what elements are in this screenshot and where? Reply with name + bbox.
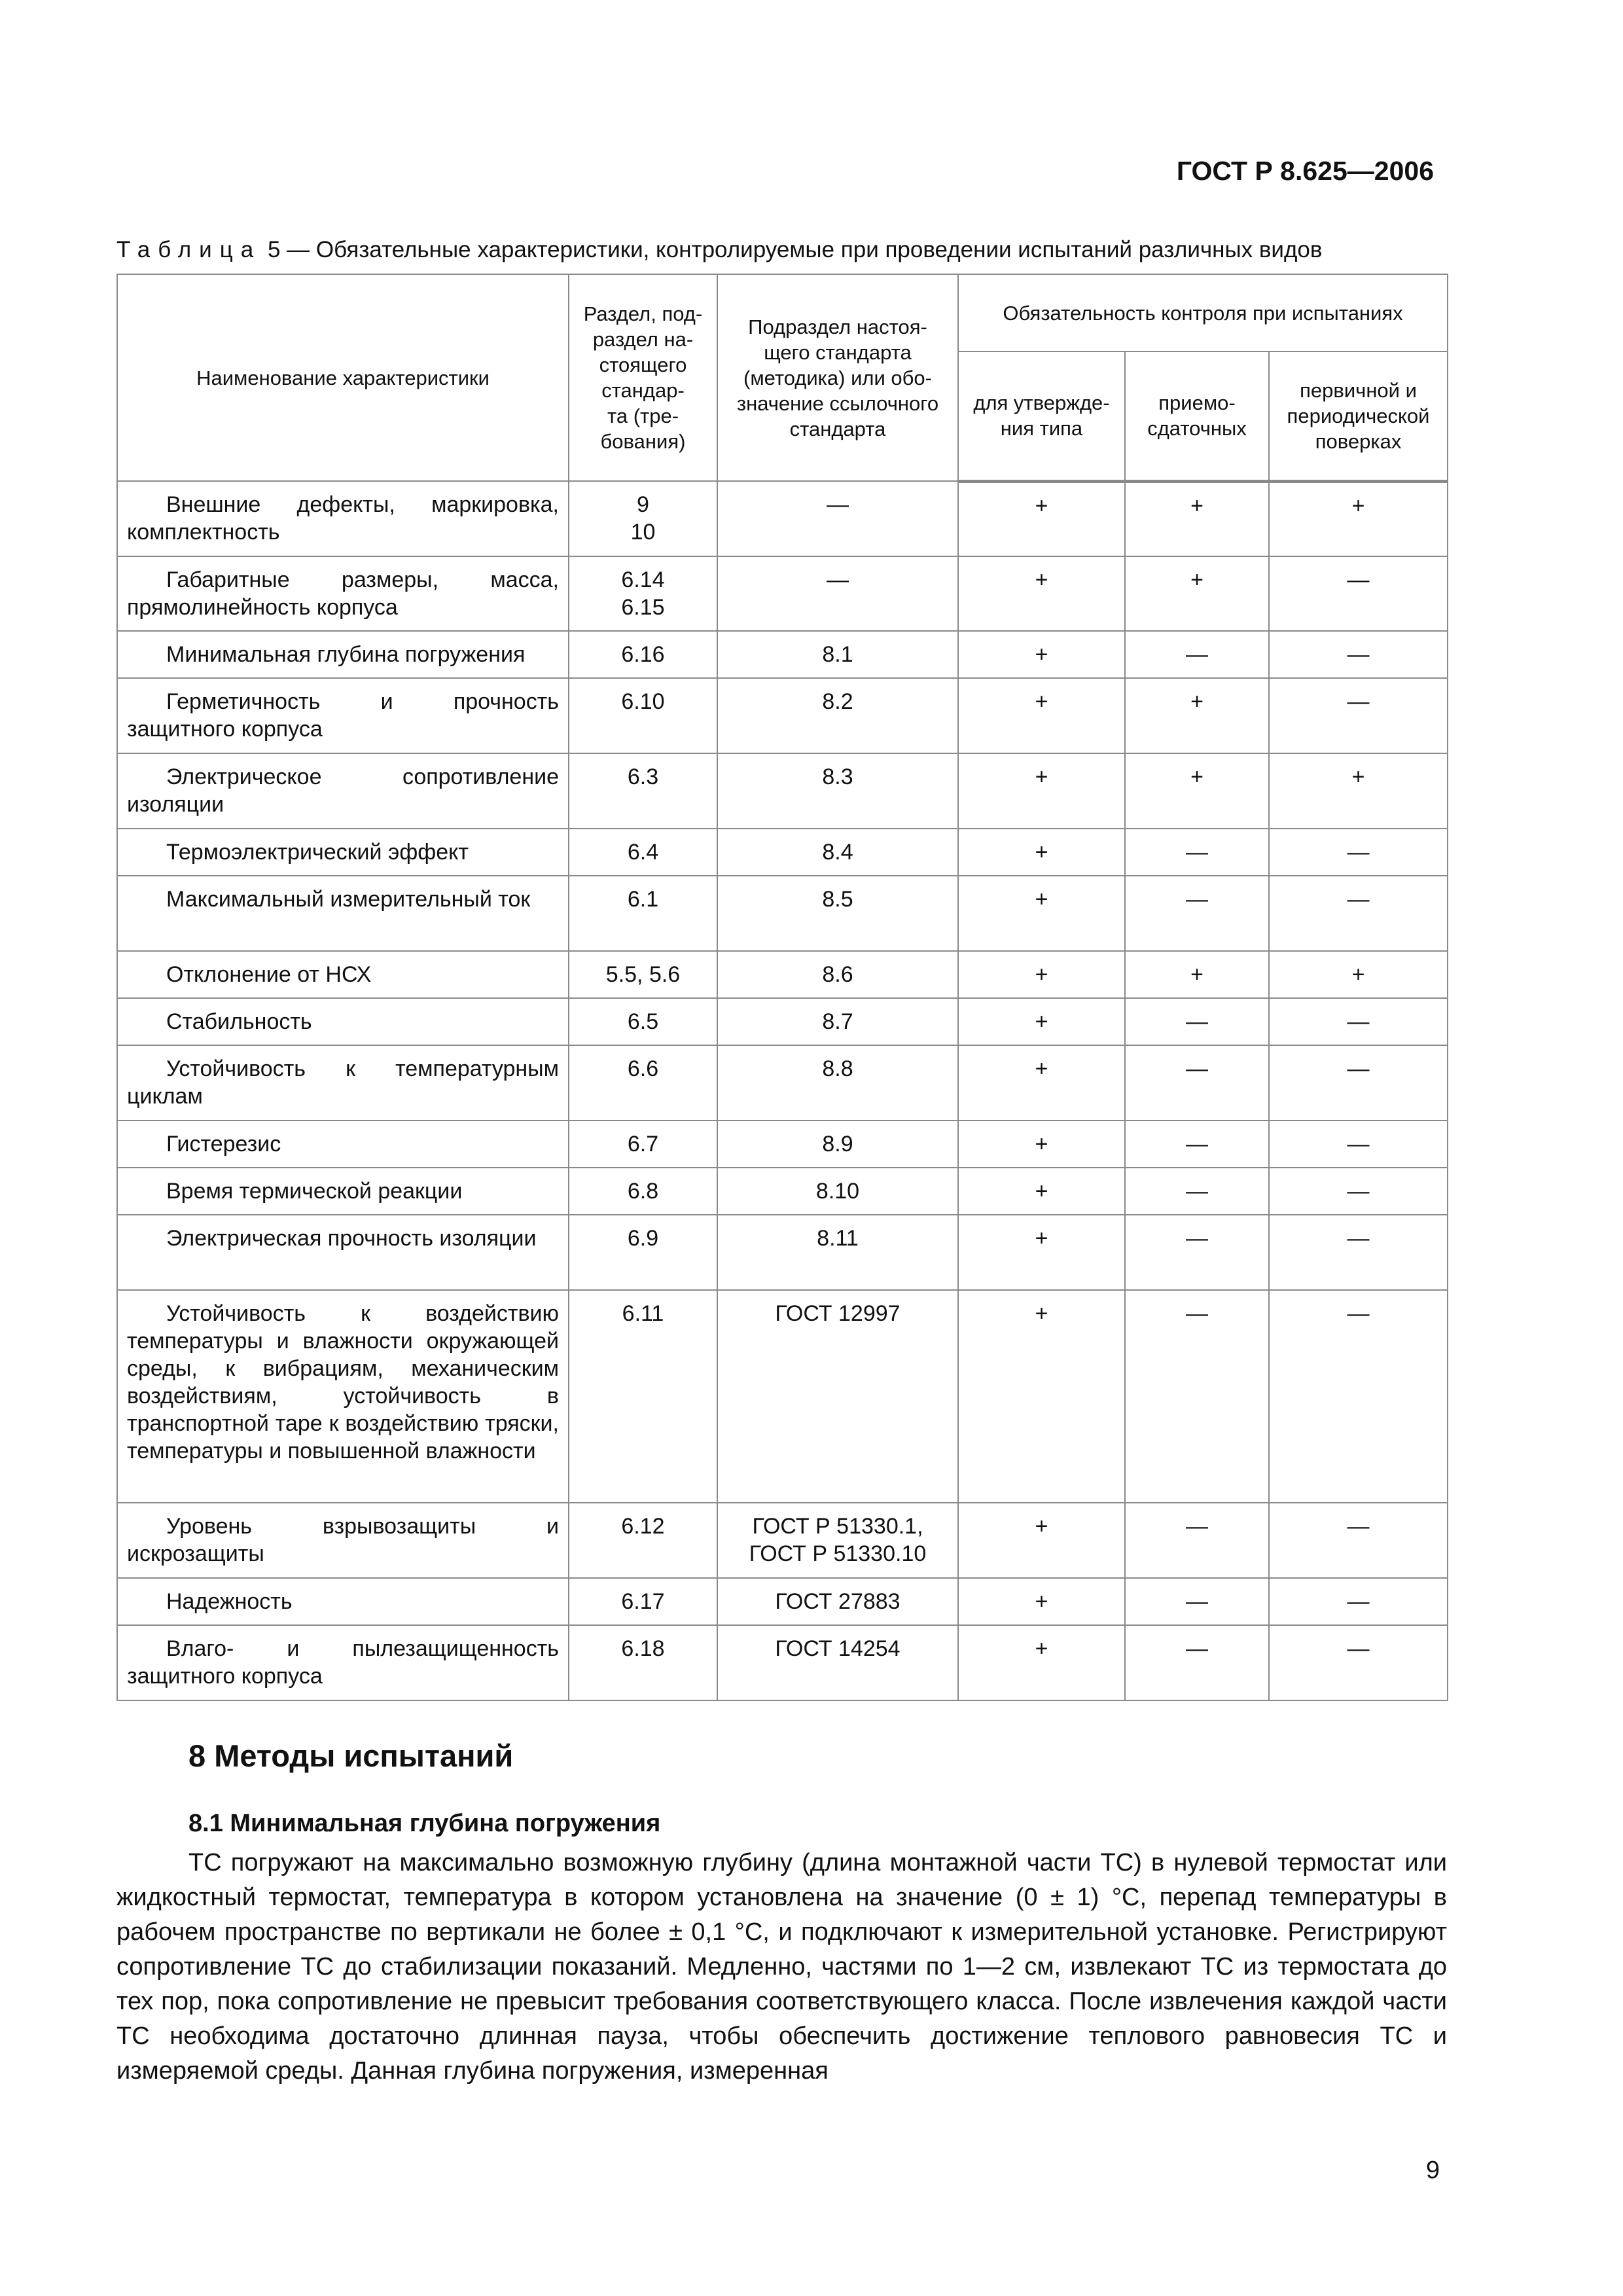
- cell-method: 8.7: [717, 998, 958, 1045]
- table-row: [117, 1045, 1448, 1121]
- cell-section: 6.8: [569, 1168, 717, 1215]
- table-row: [117, 556, 1448, 631]
- cell-method: 8.1: [717, 631, 958, 678]
- cell-type-approval: +: [958, 1168, 1125, 1215]
- header-section: Раздел, под- раздел на- стоящего стандар- та (тре- бования): [569, 274, 717, 481]
- table-row: [117, 1121, 1448, 1168]
- header-subsection-method: Подраздел настоя- щего стандарта (методика) или обо- значение ссылочного стандарта: [717, 274, 958, 481]
- cell-acceptance: +: [1125, 951, 1269, 998]
- cell-type-approval: +: [958, 998, 1125, 1045]
- table-row: [117, 1503, 1448, 1578]
- cell-type-approval: +: [958, 753, 1125, 829]
- cell-characteristic: Стабильность: [117, 998, 569, 1045]
- table-row: [117, 1168, 1448, 1215]
- cell-characteristic: Термоэлектрический эффект: [117, 829, 569, 876]
- cell-type-approval: +: [958, 1121, 1125, 1168]
- cell-type-approval: +: [958, 631, 1125, 678]
- cell-characteristic: Максимальный измерительный ток: [117, 876, 569, 951]
- cell-periodic: —: [1269, 1625, 1448, 1700]
- cell-section: 9 10: [569, 481, 717, 556]
- cell-characteristic: Устойчивость к температурным циклам: [117, 1045, 569, 1121]
- cell-method: 8.10: [717, 1168, 958, 1215]
- cell-type-approval: +: [958, 1215, 1125, 1290]
- cell-periodic: —: [1269, 1121, 1448, 1168]
- cell-method: 8.8: [717, 1045, 958, 1121]
- table-row: [117, 1625, 1448, 1700]
- table-caption: [116, 237, 1438, 263]
- cell-acceptance: —: [1125, 1625, 1269, 1700]
- table-row: [117, 1215, 1448, 1290]
- cell-characteristic: Электрическая прочность изоляции: [117, 1215, 569, 1290]
- cell-characteristic: Внешние дефекты, маркировка, комплектность: [117, 481, 569, 556]
- cell-acceptance: —: [1125, 1121, 1269, 1168]
- cell-periodic: —: [1269, 1578, 1448, 1625]
- cell-periodic: —: [1269, 1045, 1448, 1121]
- cell-acceptance: +: [1125, 678, 1269, 753]
- cell-type-approval: +: [958, 1290, 1125, 1503]
- cell-type-approval: +: [958, 1045, 1125, 1121]
- cell-characteristic: Гистерезис: [117, 1121, 569, 1168]
- cell-section: 6.14 6.15: [569, 556, 717, 631]
- cell-periodic: +: [1269, 753, 1448, 829]
- cell-acceptance: —: [1125, 631, 1269, 678]
- table-caption-text: 5 — Обязательные характеристики, контролируемые при проведении испытаний различных видов: [261, 237, 1323, 262]
- cell-method: ГОСТ 14254: [717, 1625, 958, 1700]
- cell-method: ГОСТ 27883: [717, 1578, 958, 1625]
- cell-periodic: —: [1269, 631, 1448, 678]
- table-row: [117, 951, 1448, 998]
- cell-method: 8.2: [717, 678, 958, 753]
- cell-method: 8.4: [717, 829, 958, 876]
- table-row: [117, 876, 1448, 951]
- cell-type-approval: +: [958, 1625, 1125, 1700]
- table-row: [117, 998, 1448, 1045]
- cell-type-approval: +: [958, 876, 1125, 951]
- cell-type-approval: +: [958, 829, 1125, 876]
- table-row: [117, 753, 1448, 829]
- cell-type-approval: +: [958, 1578, 1125, 1625]
- cell-section: 6.6: [569, 1045, 717, 1121]
- cell-section: 6.1: [569, 876, 717, 951]
- cell-periodic: —: [1269, 678, 1448, 753]
- header-acceptance: приемо- сдаточных: [1125, 351, 1269, 481]
- cell-characteristic: Надежность: [117, 1578, 569, 1625]
- requirements-table: [116, 274, 1448, 1701]
- cell-method: ГОСТ 12997: [717, 1290, 958, 1503]
- body-paragraph: ТС погружают на максимально возможную глубину (длина монтажной части ТС) в нулевой термостат или жидкостный термостат, температура в котором установлена на значение (0 ± 1) °С, перепад температуры в рабочем пространстве по вертикали не более ± 0,1 °С, и подключают к измерительной установке. Регистрируют сопротивление ТС до стабилизации показаний. Медленно, частями по 1—2 см, извлекают ТС из термостата до тех пор, пока сопротивление не превысит требования соответствующего класса. После извлечения каждой части ТС необходима достаточно длинная пауза, чтобы обеспечить достижение теплового равновесия ТС и измеряемой среды. Данная глубина погружения, измеренная: [116, 1849, 1447, 2085]
- document-number: ГОСТ Р 8.625—2006: [1176, 156, 1434, 186]
- section-heading: 8 Методы испытаний: [188, 1738, 514, 1773]
- header-control-group: Обязательность контроля при испытаниях: [958, 274, 1448, 351]
- cell-periodic: —: [1269, 1503, 1448, 1578]
- cell-type-approval: +: [958, 556, 1125, 631]
- cell-section: 6.12: [569, 1503, 717, 1578]
- cell-section: 6.3: [569, 753, 717, 829]
- cell-method: ГОСТ Р 51330.1, ГОСТ Р 51330.10: [717, 1503, 958, 1578]
- cell-method: 8.9: [717, 1121, 958, 1168]
- cell-method: 8.5: [717, 876, 958, 951]
- cell-acceptance: —: [1125, 1503, 1269, 1578]
- cell-section: 6.7: [569, 1121, 717, 1168]
- cell-acceptance: —: [1125, 829, 1269, 876]
- cell-type-approval: +: [958, 481, 1125, 556]
- cell-periodic: +: [1269, 951, 1448, 998]
- table-row: [117, 481, 1448, 556]
- table-row: [117, 678, 1448, 753]
- table-caption-label: Таблица: [116, 237, 262, 262]
- cell-characteristic: Минимальная глубина погружения: [117, 631, 569, 678]
- cell-periodic: —: [1269, 1290, 1448, 1503]
- cell-section: 6.11: [569, 1290, 717, 1503]
- cell-acceptance: —: [1125, 1215, 1269, 1290]
- cell-type-approval: +: [958, 678, 1125, 753]
- cell-characteristic: Влаго- и пылезащищенность защитного корпуса: [117, 1625, 569, 1700]
- table-row: [117, 631, 1448, 678]
- cell-method: 8.3: [717, 753, 958, 829]
- cell-section: 5.5, 5.6: [569, 951, 717, 998]
- cell-acceptance: +: [1125, 753, 1269, 829]
- cell-characteristic: Устойчивость к воздействию температуры и влажности окружающей среды, к вибрациям, механическим воздействиям, устойчивость в транспортной таре к воздействию тряски, температуры и повышенной влажности: [117, 1290, 569, 1503]
- cell-section: 6.18: [569, 1625, 717, 1700]
- cell-section: 6.9: [569, 1215, 717, 1290]
- cell-type-approval: +: [958, 951, 1125, 998]
- cell-section: 6.16: [569, 631, 717, 678]
- cell-acceptance: +: [1125, 556, 1269, 631]
- cell-method: 8.6: [717, 951, 958, 998]
- cell-characteristic: Габаритные размеры, масса, прямолинейность корпуса: [117, 556, 569, 631]
- cell-periodic: —: [1269, 998, 1448, 1045]
- cell-section: 6.17: [569, 1578, 717, 1625]
- page-number: 9: [1425, 2157, 1440, 2184]
- cell-characteristic: Отклонение от НСХ: [117, 951, 569, 998]
- cell-periodic: —: [1269, 1168, 1448, 1215]
- cell-acceptance: +: [1125, 481, 1269, 556]
- cell-periodic: —: [1269, 876, 1448, 951]
- cell-acceptance: —: [1125, 1168, 1269, 1215]
- table-row: [117, 829, 1448, 876]
- cell-section: 6.10: [569, 678, 717, 753]
- cell-periodic: +: [1269, 481, 1448, 556]
- cell-characteristic: Электрическое сопротивление изоляции: [117, 753, 569, 829]
- cell-section: 6.5: [569, 998, 717, 1045]
- cell-characteristic: Герметичность и прочность защитного корпуса: [117, 678, 569, 753]
- table-row: [117, 1578, 1448, 1625]
- cell-method: 8.11: [717, 1215, 958, 1290]
- cell-acceptance: —: [1125, 998, 1269, 1045]
- cell-method: —: [717, 556, 958, 631]
- header-characteristic-name: Наименование характеристики: [117, 274, 569, 481]
- table-row: [117, 1290, 1448, 1503]
- cell-periodic: —: [1269, 829, 1448, 876]
- cell-characteristic: Уровень взрывозащиты и искрозащиты: [117, 1503, 569, 1578]
- cell-type-approval: +: [958, 1503, 1125, 1578]
- header-type-approval: для утвержде- ния типа: [958, 351, 1125, 481]
- cell-method: —: [717, 481, 958, 556]
- cell-acceptance: —: [1125, 876, 1269, 951]
- cell-acceptance: —: [1125, 1578, 1269, 1625]
- cell-periodic: —: [1269, 556, 1448, 631]
- cell-characteristic: Время термической реакции: [117, 1168, 569, 1215]
- cell-acceptance: —: [1125, 1290, 1269, 1503]
- subsection-heading: 8.1 Минимальная глубина погружения: [188, 1810, 661, 1837]
- header-periodic-verification: первичной и периодической поверках: [1269, 351, 1448, 481]
- cell-section: 6.4: [569, 829, 717, 876]
- cell-acceptance: —: [1125, 1045, 1269, 1121]
- cell-periodic: —: [1269, 1215, 1448, 1290]
